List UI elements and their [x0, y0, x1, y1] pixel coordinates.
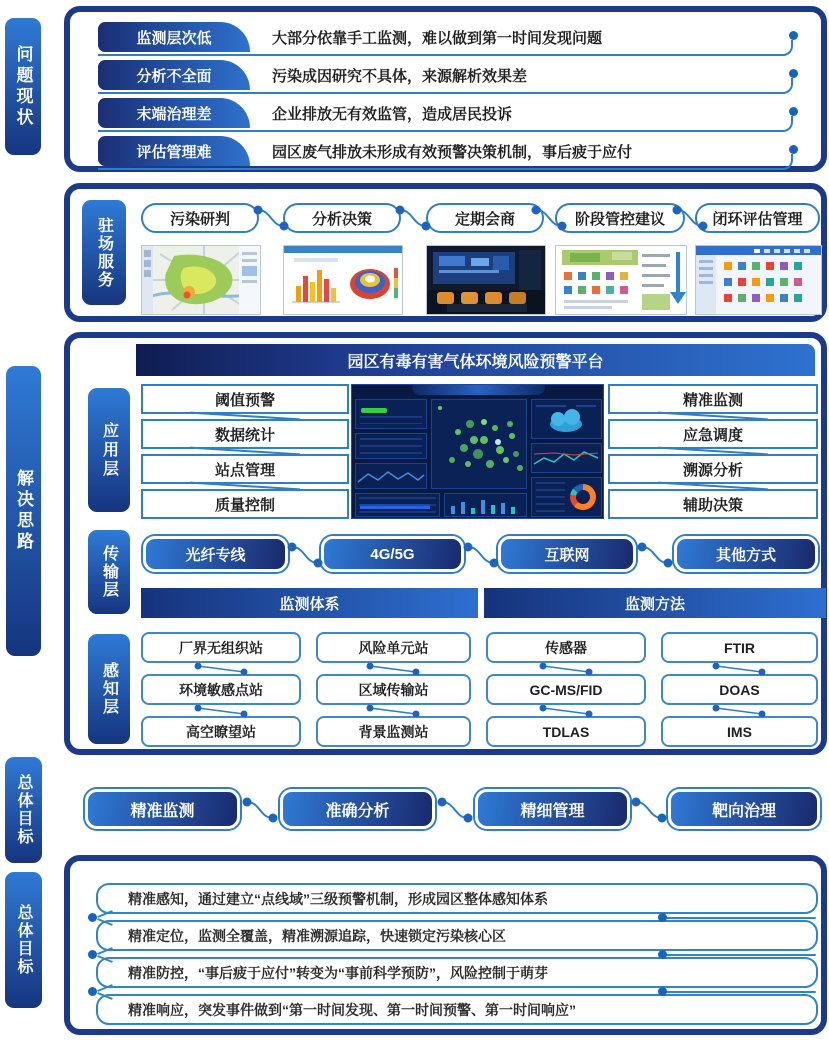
dashboard-panel: [531, 443, 602, 473]
panel-lines: [360, 438, 422, 454]
goal-pill: 精准监测: [85, 789, 240, 829]
meeting-room-image: [427, 246, 545, 314]
panel-lines: [360, 416, 422, 424]
onsite-item: 分析决策: [283, 203, 401, 233]
s-connector: [286, 536, 324, 574]
dashboard-table-panel: [355, 493, 440, 517]
goal-detail-row: 精准响应，突发事件做到“第一时间发现、第一时间预警、第一时间响应”: [96, 994, 818, 1025]
admin-ui-image: [696, 246, 821, 314]
station-item: 厂界无组织站: [141, 632, 301, 663]
goal-detail-row: 精准定位，监测全覆盖，精准溯源追踪，快速锁定污染核心区: [96, 920, 818, 951]
meeting-room-photo: [426, 245, 546, 315]
app-function: 辅助决策: [608, 489, 818, 519]
transport-item: 光纤专线: [143, 536, 288, 572]
method-item: 传感器: [486, 632, 646, 663]
mini-bar-chart: [445, 494, 526, 516]
problem-row: [80, 136, 811, 171]
onsite-item: 闭环评估管理: [695, 203, 820, 233]
station-item: 区域传输站: [316, 674, 471, 705]
layer-label-perception: 感知层: [88, 634, 130, 744]
mini-line-chart: [356, 464, 426, 488]
right-line: [666, 917, 816, 919]
goal-details-frame: [64, 855, 827, 1035]
map-sensor-dots: [438, 406, 442, 410]
problem-tag: 分析不全面: [98, 60, 250, 90]
control-report-screenshot: [555, 245, 687, 315]
goal-pill: 精细管理: [475, 789, 630, 829]
gis-map-screenshot: [141, 245, 261, 315]
problem-row: [80, 98, 811, 133]
s-connector: [636, 536, 674, 574]
dashboard-panel: [531, 399, 602, 439]
dashboard-panel: [355, 463, 427, 489]
connector-dot: [658, 913, 667, 922]
goal-pill: 准确分析: [280, 789, 435, 829]
problem-tag: 末端治理差: [98, 98, 250, 128]
problem-desc: 园区废气排放未形成有效预警决策机制，事后疲于应付: [272, 144, 633, 161]
onsite-item: 定期会商: [426, 203, 544, 233]
station-item: 背景监测站: [316, 716, 471, 747]
app-function: 溯源分析: [608, 454, 818, 484]
s-connector: [530, 199, 568, 237]
row-connector: [358, 663, 428, 675]
row-connector: [531, 705, 601, 717]
dashboard-panel: [531, 477, 602, 517]
app-function: 站点管理: [141, 454, 349, 484]
platform-title-bar: 园区有毒有害气体环境风险预警平台: [136, 344, 815, 376]
connector-dot: [88, 987, 97, 996]
dashboard-panel: [444, 493, 527, 517]
app-function: 阈值预警: [141, 384, 349, 414]
onsite-item: 污染研判: [141, 203, 259, 233]
transport-item: 互联网: [498, 536, 636, 572]
method-item: IMS: [661, 716, 818, 747]
station-item: 高空瞭望站: [141, 716, 301, 747]
right-line: [666, 954, 816, 956]
dashboard-panel: [355, 399, 427, 429]
donut-gauge: [570, 484, 596, 510]
app-function: 质量控制: [141, 489, 349, 519]
station-item: 风险单元站: [316, 632, 471, 663]
right-line: [666, 991, 816, 993]
transport-item: 其他方式: [674, 536, 818, 572]
problem-row: [80, 60, 811, 95]
3d-analysis-screenshot: [283, 245, 403, 315]
onsite-frame: [64, 183, 827, 322]
3d-charts-image: [284, 246, 402, 314]
method-item: TDLAS: [486, 716, 646, 747]
connector-dot: [789, 69, 798, 78]
section-label-solution: 解决思路: [6, 366, 41, 656]
platform-dashboard-screenshot: [351, 384, 604, 519]
section-label-goal-details: 总体目标: [5, 872, 42, 1008]
report-image: [556, 246, 686, 314]
s-connector: [462, 536, 500, 574]
connector-dot: [789, 107, 798, 116]
connector-dot: [658, 987, 667, 996]
problems-frame: [64, 6, 827, 172]
gis-map-image: [142, 246, 260, 314]
section-label-goals: 总体目标: [5, 757, 42, 863]
s-connector: [630, 791, 668, 829]
dashboard-panel: [355, 433, 427, 459]
s-connector: [241, 791, 279, 829]
connector-dot: [658, 950, 667, 959]
connector-dot: [789, 145, 798, 154]
panel-lines: [536, 482, 565, 512]
panel-lines: [359, 497, 436, 513]
solution-frame: [64, 332, 827, 755]
s-connector: [436, 791, 474, 829]
row-connector: [358, 705, 428, 717]
problem-tag: 监测层次低: [98, 22, 250, 52]
app-function: 数据统计: [141, 419, 349, 449]
perception-header: 监测方法: [484, 588, 826, 618]
s-connector: [671, 199, 709, 237]
platform-ui-screenshot: [695, 245, 822, 315]
connector-dot: [88, 950, 97, 959]
onsite-item: 阶段管控建议: [555, 203, 685, 233]
row-connector: [186, 663, 256, 675]
problem-desc: 大部分依靠手工监测，难以做到第一时间发现问题: [272, 30, 603, 47]
method-item: FTIR: [661, 632, 818, 663]
method-item: GC-MS/FID: [486, 674, 646, 705]
row-connector: [704, 663, 774, 675]
problem-desc: 污染成因研究不具体，来源解析效果差: [272, 68, 528, 85]
connector-dot: [88, 913, 97, 922]
problem-row: [80, 22, 811, 57]
row-connector: [704, 705, 774, 717]
layer-label-transport: 传输层: [88, 530, 130, 614]
goal-detail-row: 精准感知，通过建立“点线域”三级预警机制，形成园区整体感知体系: [96, 883, 818, 914]
problem-desc: 企业排放无有效监管，造成居民投诉: [272, 106, 513, 123]
section-label-problems: 问题现状: [5, 18, 41, 155]
s-connector: [394, 199, 432, 237]
goal-detail-row: 精准防控，“事后疲于应付”转变为“事前科学预防”，风险控制于萌芽: [96, 957, 818, 988]
section-label-onsite: 驻场服务: [82, 200, 126, 305]
perception-header: 监测体系: [141, 588, 478, 618]
method-item: DOAS: [661, 674, 818, 705]
problem-tag: 评估管理难: [98, 136, 250, 166]
row-connector: [531, 663, 601, 675]
transport-item: 4G/5G: [321, 536, 464, 572]
green-bar: [361, 408, 387, 413]
dashboard-title-bar: [412, 385, 545, 395]
goal-pill: 靶向治理: [668, 789, 820, 829]
layer-label-application: 应用层: [88, 388, 130, 512]
connector-dot: [789, 31, 798, 40]
weather-cloud-icon: [532, 400, 601, 438]
row-connector: [186, 705, 256, 717]
app-function: 精准监测: [608, 384, 818, 414]
dashboard-map: [431, 399, 527, 489]
station-item: 环境敏感点站: [141, 674, 301, 705]
s-connector: [252, 199, 290, 237]
mini-line-chart: [532, 444, 601, 472]
app-function: 应急调度: [608, 419, 818, 449]
